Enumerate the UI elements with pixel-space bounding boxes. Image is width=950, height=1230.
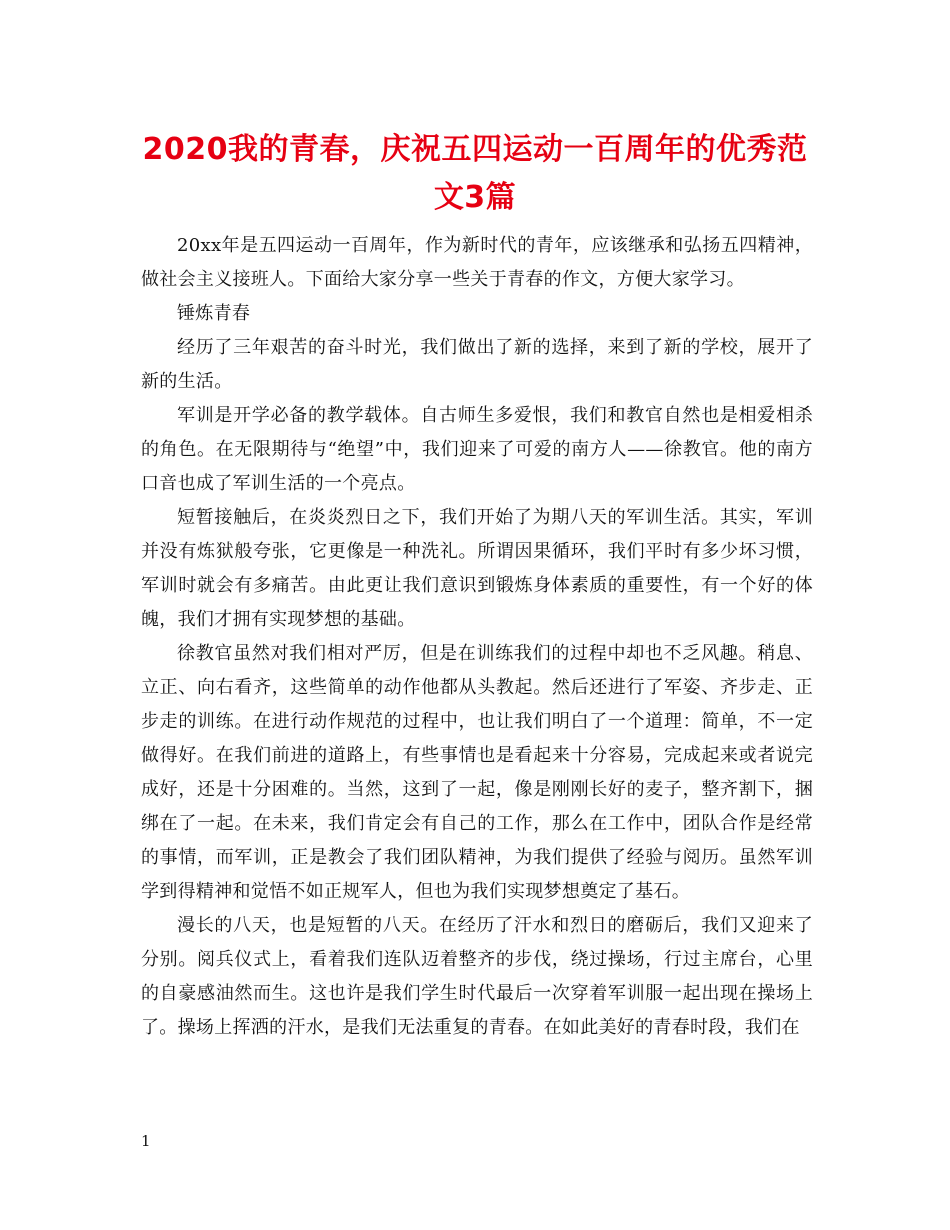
- body-paragraph: 军训是开学必备的教学载体。自古师生多爱恨，我们和教官自然也是相爱相杀的角色。在无限期待与“绝望”中，我们迎来了可爱的南方人——徐教官。他的南方口音也成了军训生活的一个亮点。: [141, 405, 813, 494]
- document-body: [141, 229, 813, 1045]
- page-number: 1: [141, 1132, 151, 1150]
- body-paragraph: 经历了三年艰苦的奋斗时光，我们做出了新的选择，来到了新的学校，展开了新的生活。: [141, 337, 813, 392]
- section-heading: 锤炼青春: [177, 303, 251, 324]
- body-paragraph: 徐教官虽然对我们相对严厉，但是在训练我们的过程中却也不乏风趣。稍息、立正、向右看齐，这些简单的动作他都从头教起。然后还进行了军姿、齐步走、正步走的训练。在进行动作规范的过程中，也让我们明白了一个道理：简单，不一定做得好。在我们前进的道路上，有些事情也是看起来十分容易，完成起来或者说完成好，还是十分困难的。当然，这到了一起，像是刚刚长好的麦子，整齐割下，捆绑在了一起。在未来，我们肯定会有自己的工作，那么在工作中，团队合作是经常的事情，而军训，正是教会了我们团队精神，为我们提供了经验与阅历。虽然军训学到得精神和觉悟不如正规军人，但也为我们实现梦想奠定了基石。: [141, 643, 813, 902]
- intro-paragraph: 20xx年是五四运动一百周年，作为新时代的青年，应该继承和弘扬五四精神，做社会主义接班人。下面给大家分享一些关于青春的作文，方便大家学习。: [141, 235, 813, 290]
- body-paragraph: 漫长的八天，也是短暂的八天。在经历了汗水和烈日的磨砺后，我们又迎来了分别。阅兵仪式上，看着我们连队迈着整齐的步伐，绕过操场，行过主席台，心里的自豪感油然而生。这也许是我们学生时代最后一次穿着军训服一起出现在操场上了。操场上挥洒的汗水，是我们无法重复的青春。在如此美好的青春时段，我们在: [141, 915, 813, 1038]
- document-title: 2020我的青春，庆祝五四运动一百周年的优秀范文3篇: [142, 132, 808, 215]
- body-paragraph: 短暂接触后，在炎炎烈日之下，我们开始了为期八天的军训生活。其实，军训并没有炼狱般夸张，它更像是一种洗礼。所谓因果循环，我们平时有多少坏习惯，军训时就会有多痛苦。由此更让我们意识到锻炼身体素质的重要性，有一个好的体魄，我们才拥有实现梦想的基础。: [141, 507, 813, 630]
